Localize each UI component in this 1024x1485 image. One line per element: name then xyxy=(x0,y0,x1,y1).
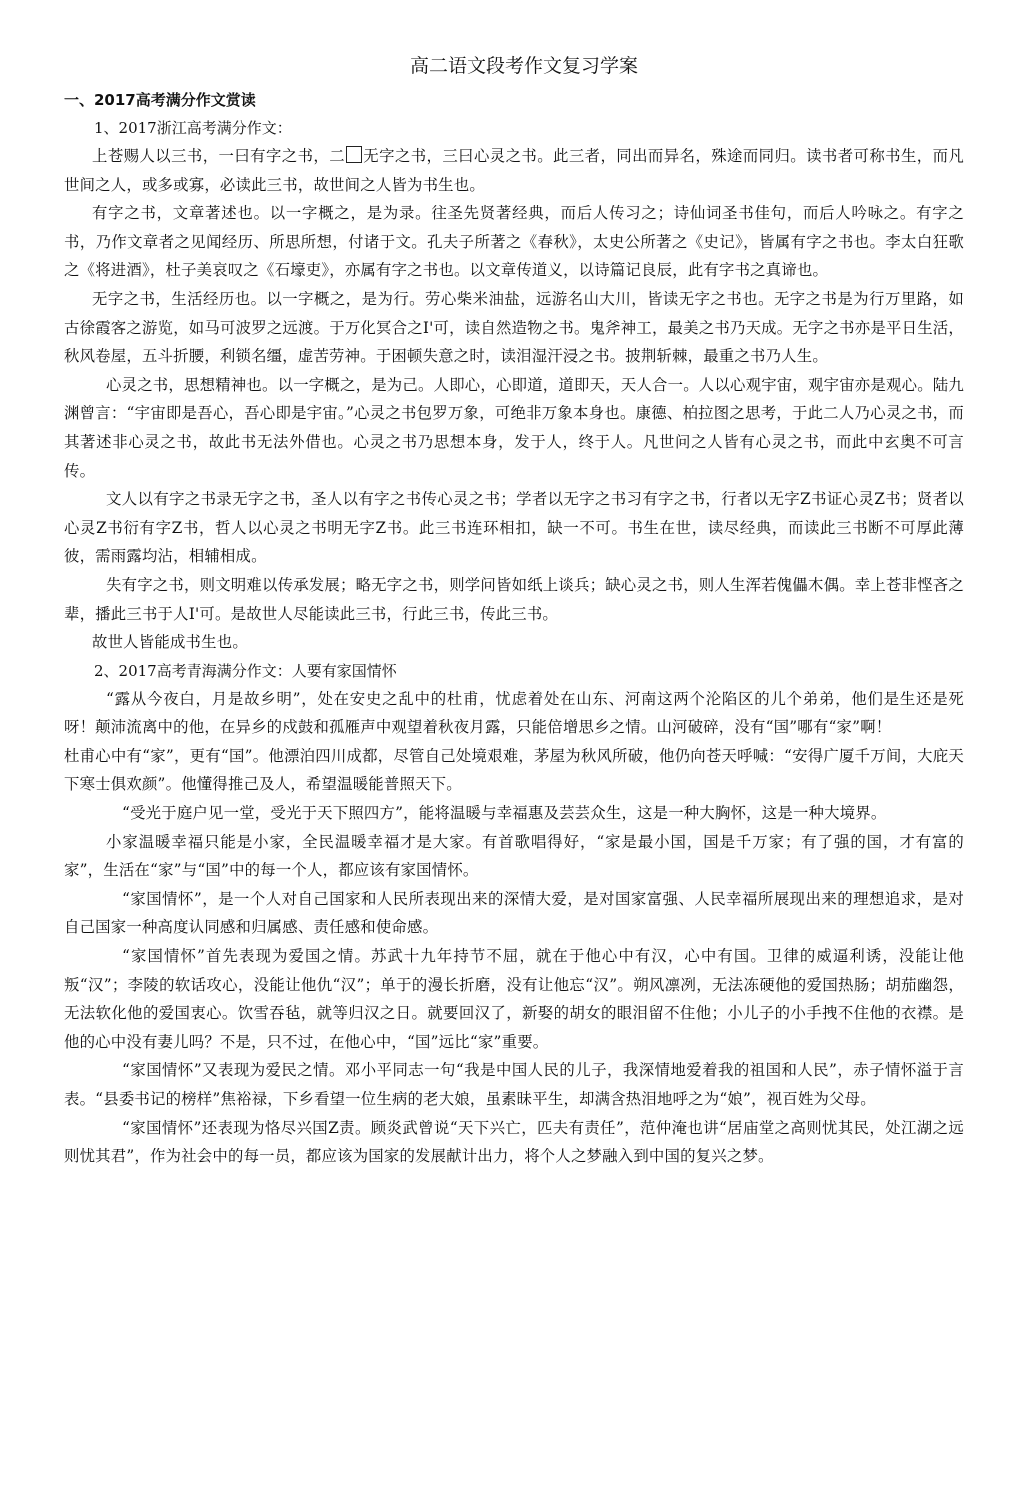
essay2-heading: 2、2017高考青海满分作文：人要有家国情怀 xyxy=(94,661,397,680)
essay1-paragraph-6: 失有字之书，则文明难以传承发展；略无字之书，则学问皆如纸上谈兵；缺心灵之书，则人生浑若傀儡木偶。幸上苍非悭吝之辈，播此三书于人I'可。是故世人尽能读此三书，行此三书，传此三书。 xyxy=(64,575,964,623)
missing-glyph-box xyxy=(346,146,362,163)
essay1-heading: 1、2017浙江高考满分作文： xyxy=(94,119,292,137)
essay1-paragraph-2: 有字之书，文章著述也。以一字概之，是为录。往圣先贤著经典，而后人传习之；诗仙词圣书佳句，而后人吟咏之。有字之书，乃作文章者之见闻经历、所思所想，付诸于文。孔夫子所著之《春秋》，太史公所著之《史记》，皆属有字之书也。李太白狂歌之《将进酒》，杜子美哀叹之《石壕吏》，亦属有字之书也。以文章传道义，以诗篇记良辰，此有字书之真谛也。 xyxy=(64,204,964,280)
section-heading-text: 一、2017高考满分作文赏读 xyxy=(64,91,256,109)
essay1-paragraph-4: 心灵之书，思想精神也。以一字概之，是为己。人即心，心即道，道即天，天人合一。人以心观宇宙，观宇宙亦是观心。陆九渊曾言：“宇宙即是吾心，吾心即是宇宙。”心灵之书包罗万象，可绝非万象本身也。康德、柏拉图之思考，于此二人乃心灵之书，而其著述非心灵之书，故此书无法外借也。心灵之书乃思想本身，发于人，终于人。凡世问之人皆有心灵之书，而此中玄奥不可言传。 xyxy=(64,375,964,480)
essay1-paragraph-5: 文人以有字之书录无字之书，圣人以有字之书传心灵之书；学者以无字之书习有字之书，行者以无字Z书证心灵Z书；贤者以心灵Z书衍有字Z书，哲人以心灵之书明无字Z书。此三书连环相扣，缺一不可。书生在世，读尽经典，而读此三书断不可厚此薄彼，需雨露均沾，相辅相成。 xyxy=(64,490,964,566)
essay2-paragraph-7: “家国情怀”又表现为爱民之情。邓小平同志一句“我是中国人民的儿子，我深情地爱着我的祖国和人民”，赤子情怀溢于言表。“县委书记的榜样”焦裕禄，下乡看望一位生病的老大娘，虽素昧平生，却满含热泪地呼之为“娘”，视百姓为父母。 xyxy=(64,1061,964,1108)
essay2-paragraph-6: “家国情怀”首先表现为爱国之情。苏武十九年持节不屈，就在于他心中有汉，心中有国。卫律的威逼利诱，没能让他叛“汉”；李陵的软话攻心，没能让他仇“汉”；单于的漫长折磨，没有让他忘“汉”。朔风凛冽，无法冻硬他的爱国热肠；胡茄幽怨，无法软化他的爱国衷心。饮雪吞毡，就等归汉之日。就要回汉了，新娶的胡女的眼泪留不住他；小儿子的小手拽不住他的衣襟。是他的心中没有妻儿吗？不是，只不过，在他心中，“国”远比“家”重要。 xyxy=(64,947,964,1051)
essay2-paragraph-3: “受光于庭户见一堂，受光于天下照四方”，能将温暖与幸福惠及芸芸众生，这是一种大胸怀，这是一种大境界。 xyxy=(122,804,887,823)
essay1-p1-part-a: 上苍赐人以三书，一曰有字之书，二 xyxy=(92,147,346,165)
essay1-p1-part-b: 无字之书，三曰心灵之书。此三者，同出而异名，殊途而同归。读书者可称书生，而凡世间之人，或多或寡，必读此三书，故世间之人皆为书生也。 xyxy=(64,147,965,194)
essay2-paragraph-5: “家国情怀”，是一个人对自己国家和人民所表现出来的深情大爱，是对国家富强、人民幸福所展现出来的理想追求，是对自己国家一种高度认同感和归属感、责任感和使命感。 xyxy=(64,889,964,937)
essay2-paragraph-1: “露从今夜白，月是故乡明”，处在安史之乱中的杜甫，忧虑着处在山东、河南这两个沦陷区的儿个弟弟，他们是生还是死呀！颠沛流离中的他，在异乡的戍鼓和孤雁声中观望着秋夜月露，只能倍增思乡之情。山河破碎，没有“国”哪有“家”啊！ xyxy=(64,689,964,737)
page-title: 高二语文段考作文复习学案 xyxy=(409,55,638,77)
essay2-paragraph-4: 小家温暖幸福只能是小家，全民温暖幸福才是大家。有首歌唱得好，“家是最小国，国是千万家；有了强的国，才有富的家”，生活在“家”与“国”中的每一个人，都应该有家国情怀。 xyxy=(64,832,964,880)
essay1-paragraph-3: 无字之书，生活经历也。以一字概之，是为行。劳心柴米油盐，远游名山大川，皆读无字之书也。无字之书是为行万里路，如古徐霞客之游览，如马可波罗之远渡。于万化冥合之I'可，读自然造物之书。鬼斧神工，最美之书乃天成。无字之书亦是平日生活，秋风卷屋，五斗折腰，利锁名缰，虚苦劳神。于困顿失意之时，读泪湿汗浸之书。披荆斩棘，最重之书乃人生。 xyxy=(64,289,964,366)
essay2-paragraph-2: 杜甫心中有“家”，更有“国”。他漂泊四川成都，尽管自己处境艰难，茅屋为秋风所破，他仍向苍天呼喊：“安得广厦千万间，大庇天下寒士俱欢颜”。他懂得推己及人，希望温暖能普照天下。 xyxy=(64,746,964,794)
essay2-paragraph-8: “家国情怀”还表现为恪尽兴国Z责。顾炎武曾说“天下兴亡，匹夫有责任”，范仲淹也讲“居庙堂之高则忧其民，处江湖之远则忧其君”，作为社会中的每一员，都应该为国家的发展献计出力，将个人之梦融入到中国的复兴之梦。 xyxy=(64,1118,964,1166)
section-heading xyxy=(64,86,964,114)
essay1-paragraph-7: 故世人皆能成书生也。 xyxy=(92,633,248,652)
essay1-paragraph-1 xyxy=(64,142,964,199)
